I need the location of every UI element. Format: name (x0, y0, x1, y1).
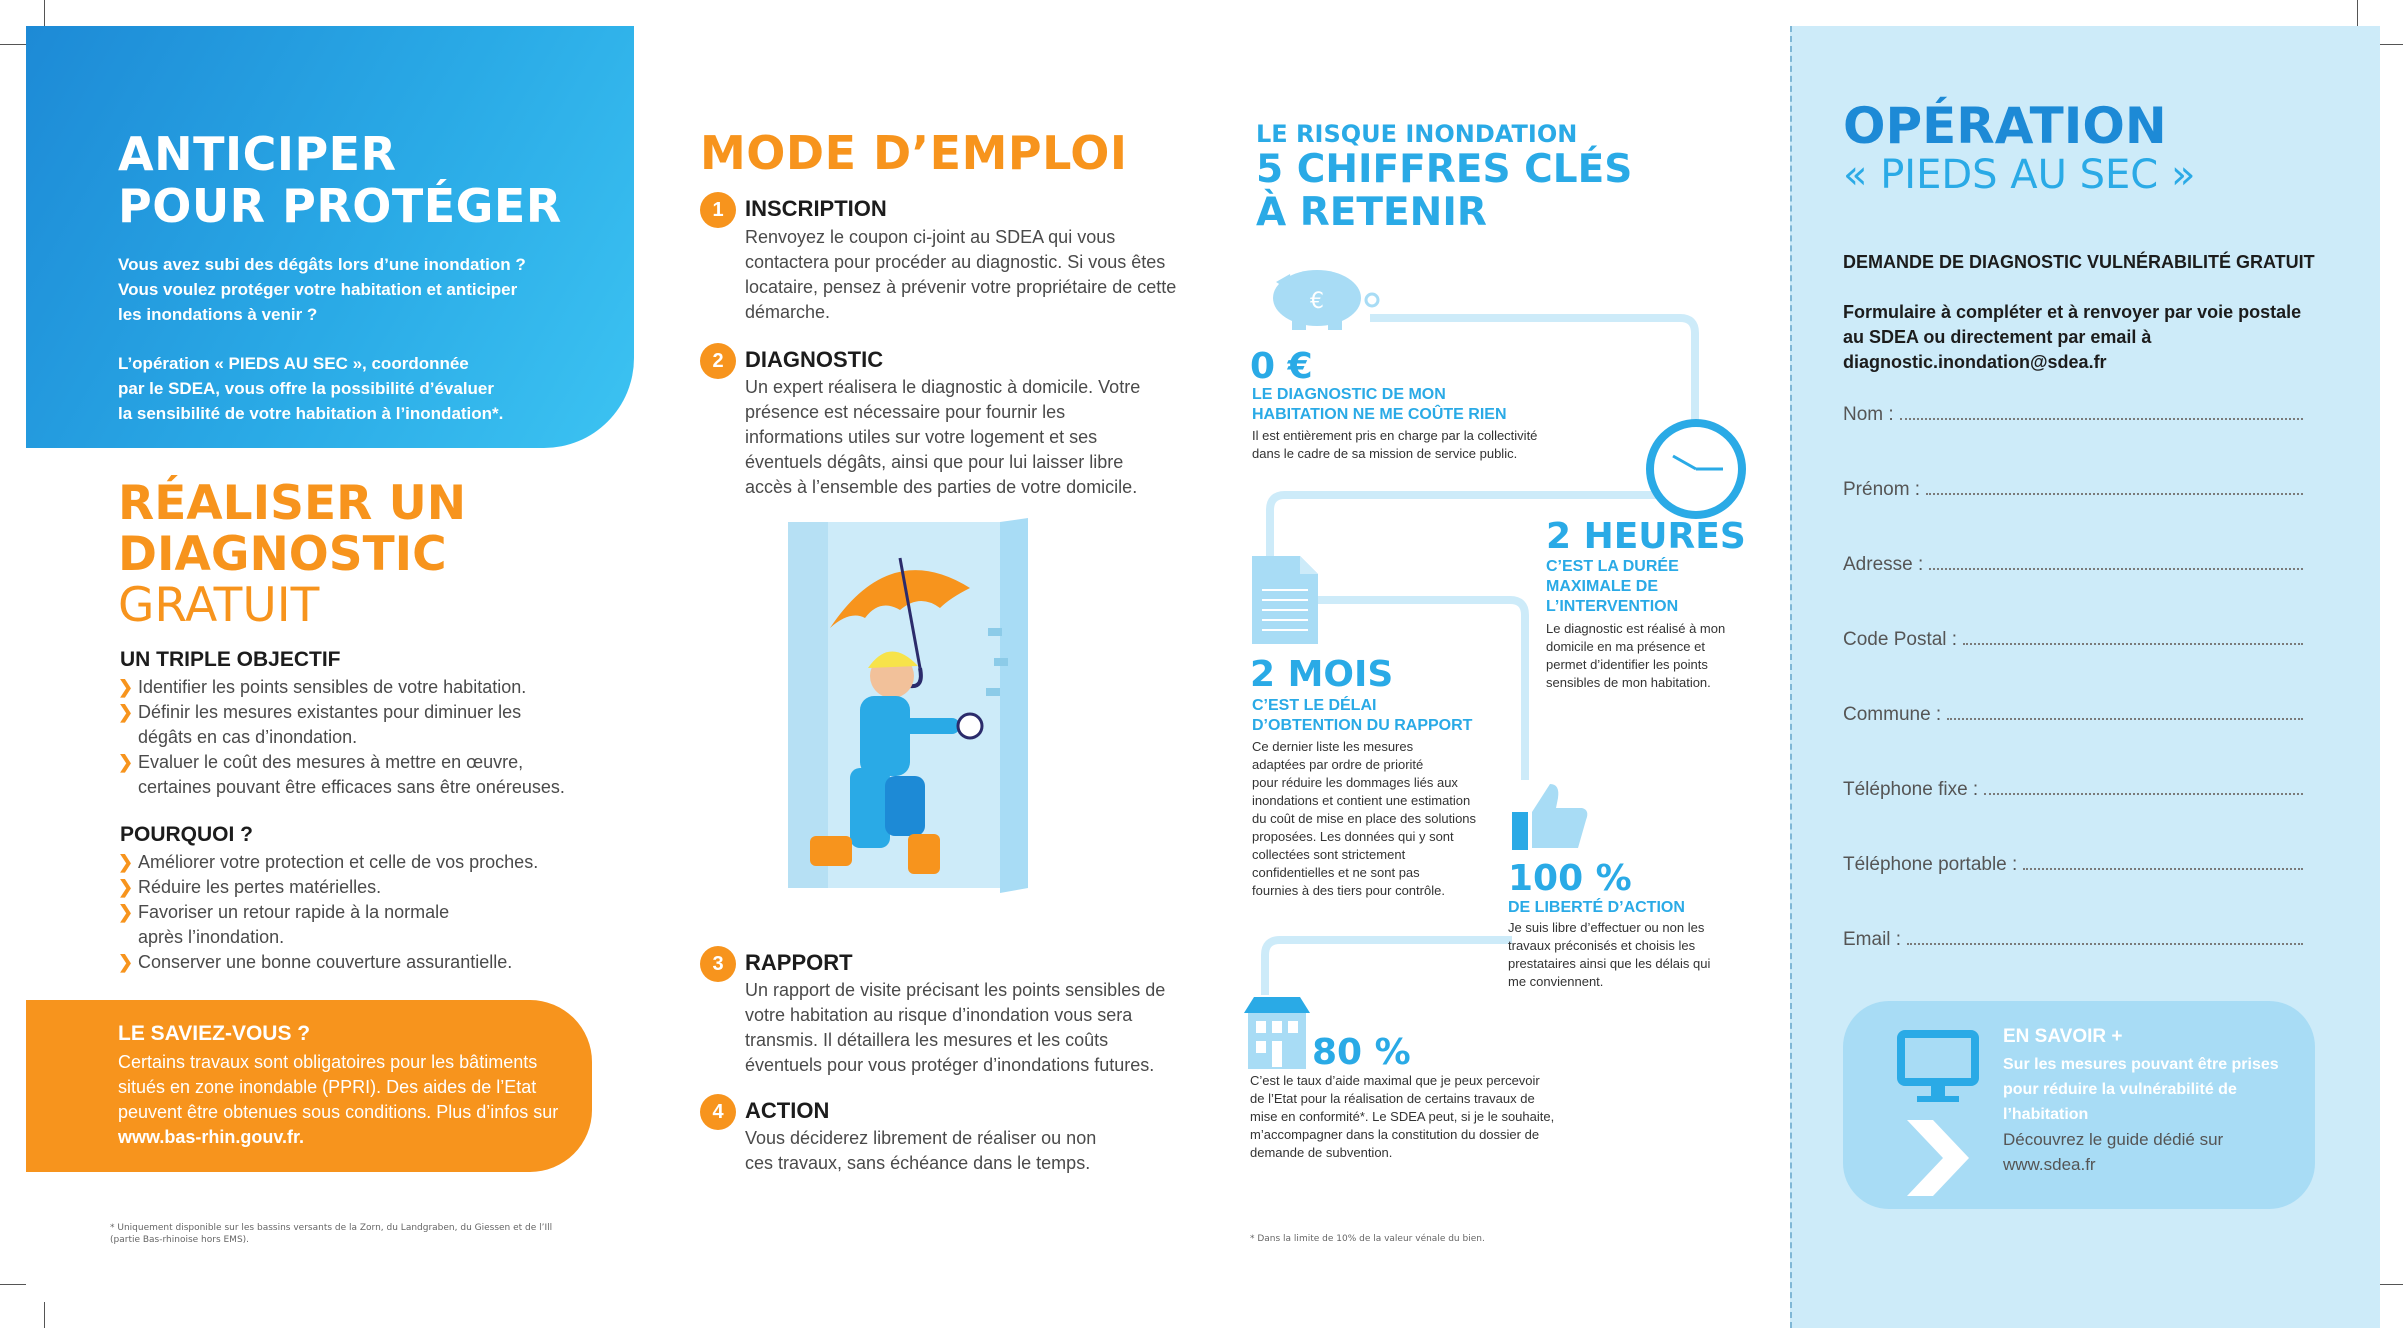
figure-label: C’EST LA DURÉE MAXIMALE DE L’INTERVENTION (1546, 558, 1679, 615)
figure-label: C’EST LE DÉLAI D’OBTENTION DU RAPPORT (1252, 697, 1473, 734)
sdea-guide-link[interactable]: Découvrez le guide dédié sur www.sdea.fr (2003, 1130, 2224, 1174)
mode-emploi-title: MODE D’EMPLOI (700, 126, 1128, 180)
list-item-text: Réduire les pertes matérielles. (138, 877, 382, 897)
list-item-text: Favoriser un retour rapide à la normale après l’inondation. (138, 902, 450, 947)
thumbs-up-icon (1510, 782, 1590, 852)
step-text: Un rapport de visite précisant les points sensibles de votre habitation au risque d’inondation vous sera transmis. Il détaillera les mesures et les coûts éventuels pour vous protéger d’inondations futures. (745, 980, 1166, 1075)
svg-text:€: € (1310, 289, 1324, 314)
hero-title-line: POUR PROTÉGER (118, 179, 562, 233)
list-item-text: Améliorer votre protection et celle de vos proches. (138, 852, 539, 872)
footnote-middle: * Dans la limite de 10% de la valeur vénale du bien. (1250, 1234, 1485, 1244)
list-item (118, 875, 598, 900)
chevron-right-icon: ❯ (118, 877, 134, 897)
field-input-line[interactable] (1907, 927, 2303, 945)
diagnostic-title (118, 478, 598, 631)
saviez-vous-body: Certains travaux sont obligatoires pour les bâtiments situés en zone inondable (PPRI). Des aides de l’Etat peuvent être obtenues sous conditions. Plus d’infos sur (118, 1052, 559, 1122)
list-item (118, 750, 598, 800)
chevron-right-icon: ❯ (118, 952, 134, 972)
field-input-line[interactable] (1929, 552, 2303, 570)
email-field[interactable] (1843, 927, 2303, 955)
chevron-right-icon (1903, 1118, 1973, 1198)
objectif-list (118, 675, 598, 800)
figure-text: Il est entièrement pris en charge par la collectivité dans le cadre de sa mission de service public. (1252, 428, 1538, 461)
chiffres-title-line: 5 CHIFFRES CLÉS (1256, 147, 1633, 192)
operation-subtitle: « PIEDS AU SEC » (1843, 152, 2196, 198)
step-number: 4 (700, 1094, 736, 1130)
hero-title-line: ANTICIPER (118, 127, 397, 181)
saviez-vous-text (118, 1050, 568, 1150)
figure-text: Ce dernier liste les mesures adaptées par ordre de priorité pour réduire les dommages liés aux inondations et contient une estimation du coût de mise en place des solutions proposées. Les données qui y sont collectées sont strictement confidentielles et ne sont pas fournies à des tiers pour contrôle. (1252, 739, 1477, 898)
saviez-vous-title: LE SAVIEZ-VOUS ? (118, 1022, 311, 1045)
field-label: Adresse : (1843, 554, 1924, 575)
step-heading: INSCRIPTION (745, 196, 887, 221)
en-savoir-plus-subtitle: Sur les mesures pouvant être prises pour réduire la vulnérabilité de l’habitation (2003, 1056, 2279, 1123)
pourquoi-heading: POURQUOI ? (120, 823, 254, 846)
operation-title: OPÉRATION (1843, 97, 2167, 155)
field-label: Nom : (1843, 404, 1894, 425)
diagnostic-title-line: DIAGNOSTIC (118, 527, 447, 582)
adresse-field[interactable] (1843, 552, 2303, 580)
footnote-left: * Uniquement disponible sur les bassins versants de la Zorn, du Landgraben, du Giessen et de l’Ill (partie Bas-rhinoise hors EMS). (110, 1223, 553, 1245)
crop-mark (44, 0, 45, 26)
form-heading: DEMANDE DE DIAGNOSTIC VULNÉRABILITÉ GRATUIT (1843, 252, 2315, 272)
hero-intro-text: Vous avez subi des dégâts lors d’une inondation ? Vous voulez protéger votre habitation et anticiper les inondations à venir ? (118, 255, 526, 324)
figure-value: 80 % (1312, 1032, 1411, 1073)
figure-text: C’est le taux d’aide maximal que je peux percevoir de l’Etat pour la réalisation de certains travaux de mise en conformité*. Le SDEA peut, si je le souhaite, m’accompagner dans la constitution du dossier de demande de subvention. (1250, 1073, 1555, 1160)
figure-label: LE DIAGNOSTIC DE MON HABITATION NE ME COÛTE RIEN (1252, 386, 1507, 423)
figure-value: 0 € (1250, 346, 1313, 387)
field-label: Téléphone fixe : (1843, 779, 1979, 800)
figure-value: 2 MOIS (1250, 654, 1394, 695)
figure-value: 100 % (1508, 858, 1632, 899)
field-input-line[interactable] (1984, 777, 2303, 795)
list-item (118, 900, 598, 950)
crop-mark (2357, 0, 2358, 26)
step-text: Un expert réalisera le diagnostic à domicile. Votre présence est nécessaire pour fournir les informations utiles sur votre logement et ses éventuels dégâts, ainsi que pour lui laisser libre accès à l’ensemble des parties de votre domicile. (745, 377, 1141, 497)
figure-value: 2 HEURES (1546, 516, 1746, 557)
field-input-line[interactable] (1926, 477, 2303, 495)
en-savoir-plus-title: EN SAVOIR + (2003, 1026, 2123, 1047)
diagnostic-title-line: GRATUIT (118, 578, 320, 633)
list-item-text: Définir les mesures existantes pour diminuer les dégâts en cas d’inondation. (138, 702, 522, 747)
field-input-line[interactable] (1900, 402, 2303, 420)
crop-mark (2377, 1284, 2403, 1285)
telephone-portable-field[interactable] (1843, 852, 2303, 880)
field-label: Code Postal : (1843, 629, 1958, 650)
expert-umbrella-illustration (780, 518, 1030, 898)
figure-text: Je suis libre d’effectuer ou non les travaux préconisés et choisis les prestataires ainsi que les délais qui me conviennent. (1508, 920, 1711, 989)
chiffres-title (1256, 148, 1656, 234)
crop-mark (44, 1302, 45, 1328)
chevron-right-icon: ❯ (118, 702, 134, 722)
list-item (118, 675, 598, 700)
pourquoi-list (118, 850, 598, 975)
telephone-fixe-field[interactable] (1843, 777, 2303, 805)
code-postal-field[interactable] (1843, 627, 2303, 655)
chiffres-title-line: À RETENIR (1256, 190, 1487, 235)
document-icon (1252, 556, 1318, 644)
hero-title (118, 128, 598, 232)
chevron-right-icon: ❯ (118, 852, 134, 872)
cut-line (1790, 26, 1792, 1328)
figure-text: Le diagnostic est réalisé à mon domicile en ma présence et permet d’identifier les points sensibles de mon habitation. (1546, 621, 1726, 690)
objectif-heading: UN TRIPLE OBJECTIF (120, 648, 341, 671)
list-item (118, 850, 598, 875)
field-label: Commune : (1843, 704, 1942, 725)
list-item (118, 950, 598, 975)
nom-field[interactable] (1843, 402, 2303, 430)
step-heading: ACTION (745, 1098, 830, 1123)
step-text: Vous déciderez librement de réaliser ou non ces travaux, sans échéance dans le temps. (745, 1128, 1097, 1173)
step-number: 1 (700, 192, 736, 228)
field-label: Email : (1843, 929, 1902, 950)
clock-icon (1643, 416, 1749, 522)
house-icon (1240, 995, 1314, 1071)
form-intro: Formulaire à compléter et à renvoyer par voie postale au SDEA ou directement par email à diagnostic.inondation@sdea.fr (1843, 302, 2302, 372)
step-heading: DIAGNOSTIC (745, 347, 884, 372)
list-item-text: Identifier les points sensibles de votre habitation. (138, 677, 527, 697)
hero-operation-text: L’opération « PIEDS AU SEC », coordonnée par le SDEA, vous offre la possibilité d’évaluer la sensibilité de votre habitation à l’inondation*. (118, 354, 504, 423)
chevron-right-icon: ❯ (118, 752, 134, 772)
list-item-text: Conserver une bonne couverture assurantielle. (138, 952, 513, 972)
bas-rhin-link[interactable]: www.bas-rhin.gouv.fr. (118, 1127, 305, 1147)
risque-label: LE RISQUE INONDATION (1256, 120, 1578, 148)
list-item-text: Evaluer le coût des mesures à mettre en œuvre, certaines pouvant être efficaces sans être onéreuses. (138, 752, 565, 797)
step-number: 3 (700, 946, 736, 982)
step-number: 2 (700, 343, 736, 379)
field-input-line[interactable] (1963, 627, 2303, 645)
step-text: Renvoyez le coupon ci-joint au SDEA qui vous contactera pour procéder au diagnostic. Si vous êtes locataire, pensez à prévenir votre propriétaire de cette démarche. (745, 227, 1177, 322)
crop-mark (0, 1284, 26, 1285)
figure-label: DE LIBERTÉ D’ACTION (1508, 899, 1685, 916)
monitor-icon (1895, 1028, 1981, 1104)
chevron-right-icon: ❯ (118, 902, 134, 922)
diagnostic-title-line: RÉALISER UN (118, 476, 467, 531)
field-label: Téléphone portable : (1843, 854, 2018, 875)
commune-field[interactable] (1843, 702, 2303, 730)
chevron-right-icon: ❯ (118, 677, 134, 697)
field-input-line[interactable] (1947, 702, 2303, 720)
prenom-field[interactable] (1843, 477, 2303, 505)
crop-mark (2377, 44, 2403, 45)
crop-mark (0, 44, 26, 45)
list-item (118, 700, 598, 750)
field-input-line[interactable] (2023, 852, 2303, 870)
field-label: Prénom : (1843, 479, 1921, 500)
step-heading: RAPPORT (745, 950, 853, 975)
piggy-bank-icon (1262, 262, 1392, 332)
